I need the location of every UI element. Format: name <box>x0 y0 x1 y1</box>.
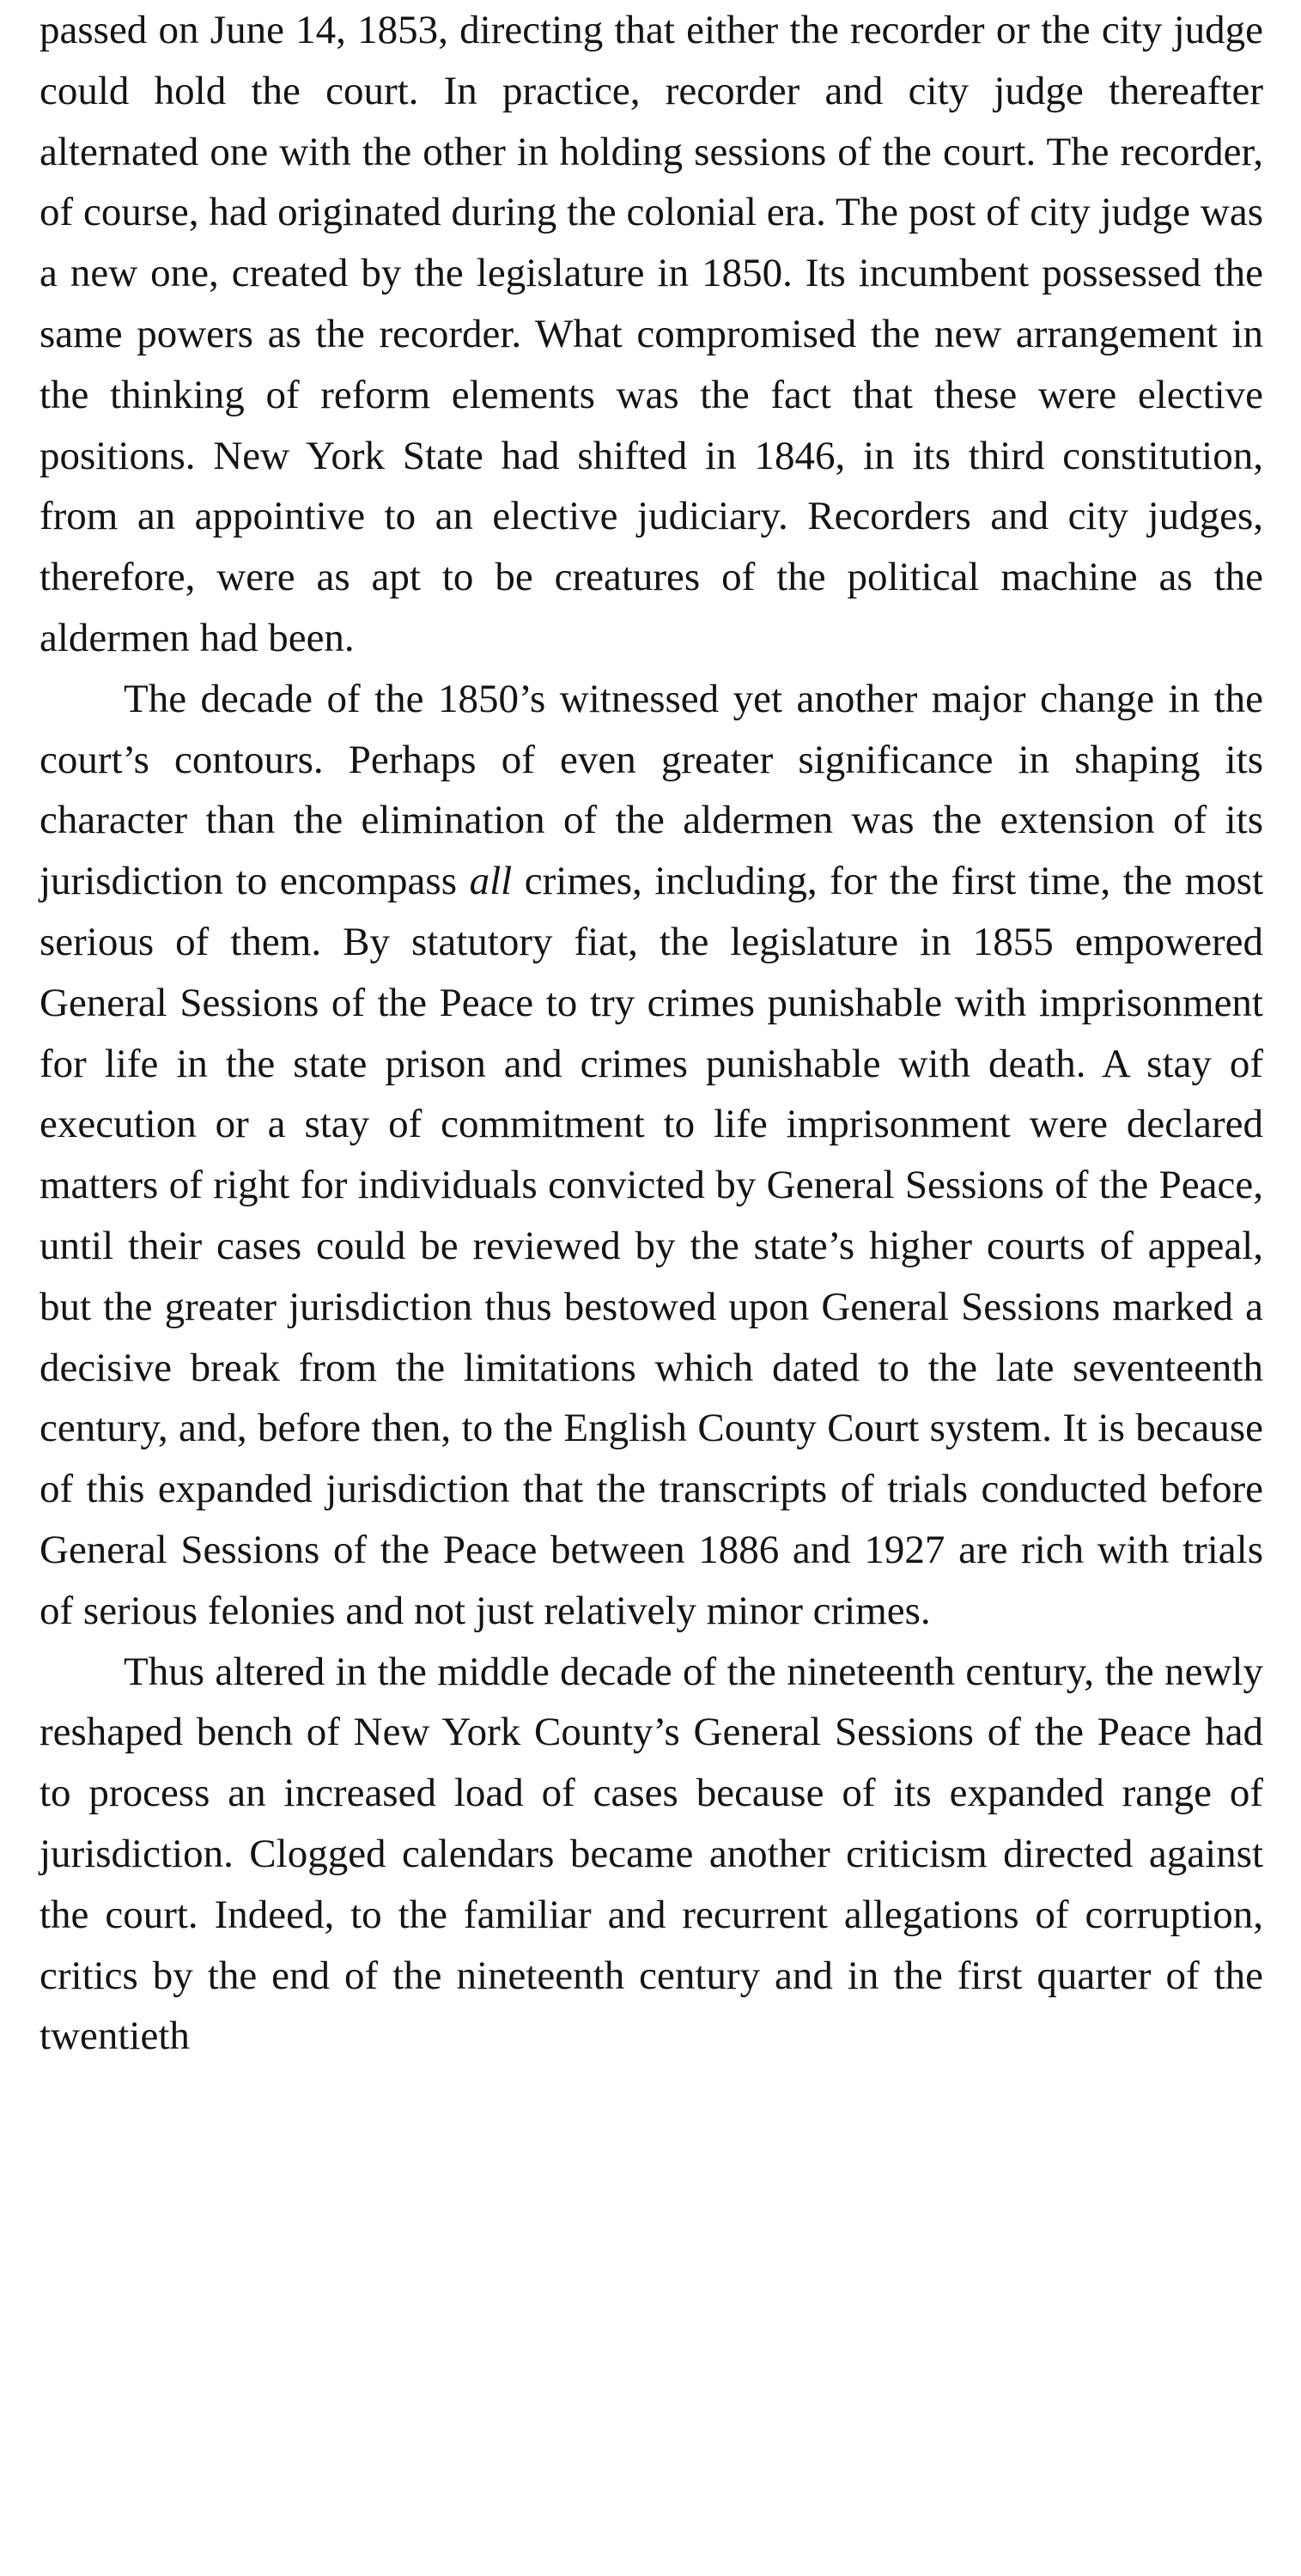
paragraph-2 <box>40 669 1263 1642</box>
paragraph-3 <box>40 1642 1263 2068</box>
paragraph-1-text: passed on June 14, 1853, directing that either the recorder or the city judge could hold the court. In practice, recorder and city judge thereafter alternated one with the other in holding sessions of the court. The recorder, of course, had originated during the colonial era. The post of city judge was a new one, created by the legislature in 1850. Its incumbent possessed the same powers as the recorder. What compromised the new arrangement in the thinking of reform elements was the fact that these were elective positions. New York State had shifted in 1846, in its third constitution, from an appointive to an elective judiciary. Recorders and city judges, therefore, were as apt to be creatures of the political machine as the aldermen had been. <box>40 8 1263 660</box>
paragraph-2-text-b: crimes, including, for the first time, the most serious of them. By statutory fiat, the legislature in 1855 empowered General Sessions of the Peace to try crimes punishable with imprisonment for life in the state prison and crimes punishable with death. A stay of execution or a stay of commitment to life imprisonment were declared matters of right for individuals convicted by General Sessions of the Peace, until their cases could be reviewed by the state’s higher courts of appeal, but the greater jurisdiction thus bestowed upon General Sessions marked a decisive break from the limitations which dated to the late seventeenth century, and, before then, to the English County Court system. It is because of this expanded jurisdiction that the transcripts of trials conducted before General Sessions of the Peace between 1886 and 1927 are rich with trials of serious felonies and not just relatively minor crimes. <box>40 859 1264 1633</box>
paragraph-3-text: Thus altered in the middle decade of the nineteenth century, the newly reshaped bench of New York County’s General Sessions of the Peace had to process an increased load of cases because of its expanded range of jurisdiction. Clogged calendars became another criticism directed against the court. Indeed, to the familiar and recurrent allegations of corruption, critics by the end of the nineteenth century and in the first quarter of the twentieth <box>40 1649 1263 2059</box>
paragraph-1 <box>40 0 1263 669</box>
emphasis-all: all <box>469 859 513 904</box>
document-page <box>40 0 1263 2067</box>
paragraph-2-text-a: The decade of the 1850’s witnessed yet another major change in the court’s contours. Perhaps of even greater significance in shaping its character than the elimination of the aldermen was the extension of its jurisdiction to encompass <box>40 676 1263 904</box>
